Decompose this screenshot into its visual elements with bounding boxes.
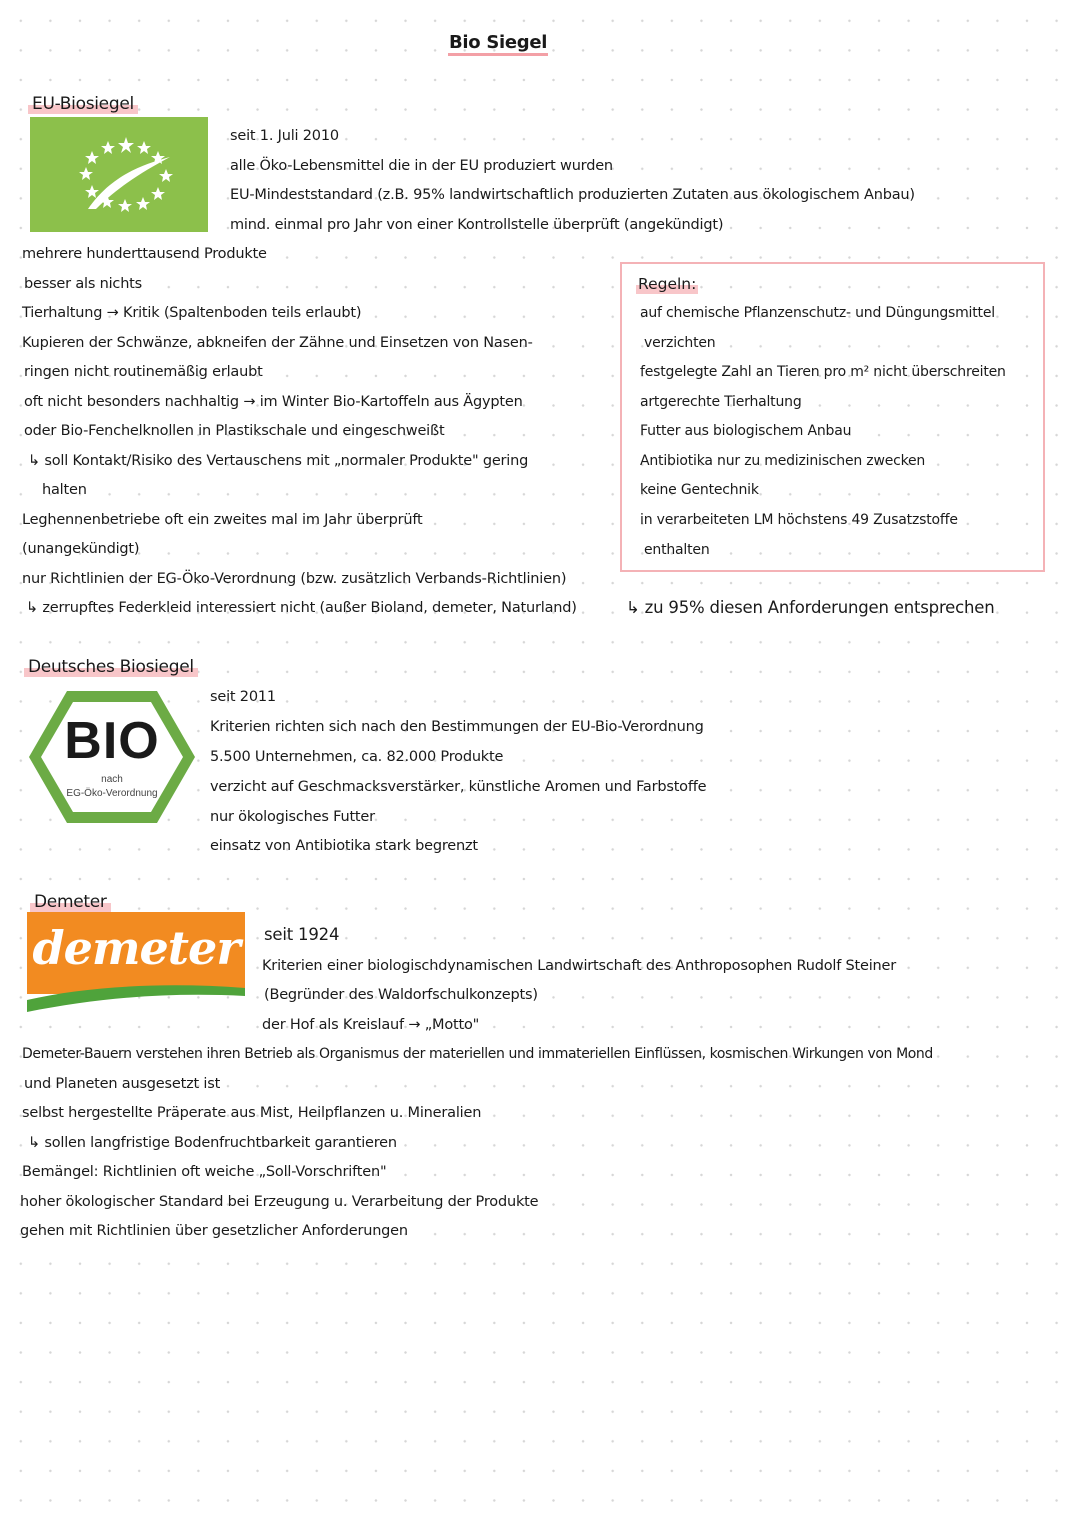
de-heading: Deutsches Biosiegel (24, 657, 198, 677)
bio-logo-sub: nach (101, 774, 123, 785)
demeter-note: Bemängel: Richtlinien oft weiche „Soll-Vorschriften" (22, 1164, 387, 1180)
rules-heading: Regeln: (638, 275, 697, 293)
rule-item: artgerechte Tierhaltung (640, 394, 802, 410)
demeter-note: und Planeten ausgesetzt ist (24, 1076, 221, 1092)
de-point: einsatz von Antibiotika stark begrenzt (210, 838, 478, 854)
demeter-point: seit 1924 (264, 925, 340, 944)
eu-note: ↳ zerrupftes Federkleid interessiert nicht (außer Bioland, demeter, Naturland) (26, 600, 577, 616)
de-point: 5.500 Unternehmen, ca. 82.000 Produkte (210, 749, 504, 765)
bio-siegel-logo (27, 687, 197, 827)
eu-note: Kupieren der Schwänze, abkneifen der Zähne und Einsetzen von Nasen- (22, 335, 533, 351)
demeter-note: ↳ sollen langfristige Bodenfruchtbarkeit garantieren (28, 1135, 397, 1151)
demeter-note: hoher ökologischer Standard bei Erzeugung u. Verarbeitung der Produkte (20, 1194, 539, 1210)
eu-note: mehrere hunderttausend Produkte (22, 246, 267, 262)
bio-logo-text: BIO (64, 712, 160, 770)
eu-leaf-stars-icon (30, 117, 208, 232)
demeter-heading: Demeter (30, 892, 111, 912)
rule-item: in verarbeiteten LM höchstens 49 Zusatzstoffe (640, 512, 958, 528)
demeter-swoosh-icon (27, 982, 245, 1014)
demeter-logo-text: demeter (32, 921, 240, 975)
eu-note: nur Richtlinien der EG-Öko-Verordnung (bzw. zusätzlich Verbands-Richtlinien) (22, 571, 567, 587)
eu-note: oft nicht besonders nachhaltig → im Winter Bio-Kartoffeln aus Ägypten (24, 394, 523, 410)
eu-organic-logo (30, 117, 208, 232)
demeter-point: Kriterien einer biologischdynamischen Landwirtschaft des Anthroposophen Rudolf Steiner (262, 958, 897, 974)
rule-item: festgelegte Zahl an Tieren pro m² nicht überschreiten (640, 364, 1006, 380)
page-title: Bio Siegel (448, 33, 548, 56)
demeter-note: Demeter-Bauern verstehen ihren Betrieb als Organismus der materiellen und immateriellen Einflüssen, kosmischen Wirkungen von Mond (22, 1046, 933, 1062)
demeter-logo (27, 912, 245, 1014)
eu-note: Tierhaltung → Kritik (Spaltenboden teils erlaubt) (22, 305, 362, 321)
rule-item: Antibiotika nur zu medizinischen zwecken (640, 453, 926, 469)
rule-item: Futter aus biologischem Anbau (640, 423, 852, 439)
de-point: verzicht auf Geschmacksverstärker, künstliche Aromen und Farbstoffe (210, 779, 707, 795)
eu-intro-line: EU-Mindeststandard (z.B. 95% landwirtschaftlich produzierten Zutaten aus ökologischem Anbau) (230, 187, 915, 203)
rule-item: verzichten (644, 335, 716, 351)
bio-logo-sub: EG-Öko-Verordnung (66, 788, 158, 799)
de-point: nur ökologisches Futter (210, 809, 375, 825)
demeter-note: selbst hergestellte Präperate aus Mist, Heilpflanzen u. Mineralien (22, 1105, 482, 1121)
eu-heading: EU-Biosiegel (28, 94, 138, 114)
de-point: Kriterien richten sich nach den Bestimmungen der EU-Bio-Verordnung (210, 719, 704, 735)
de-point: seit 2011 (210, 689, 276, 705)
eu-intro-line: alle Öko-Lebensmittel die in der EU produziert wurden (230, 158, 613, 174)
eu-note: besser als nichts (24, 276, 143, 292)
eu-note: Leghennenbetriebe oft ein zweites mal im Jahr überprüft (22, 512, 423, 528)
demeter-note: gehen mit Richtlinien über gesetzlicher Anforderungen (20, 1223, 408, 1239)
rule-item: keine Gentechnik (640, 482, 759, 498)
demeter-point: der Hof als Kreislauf → „Motto" (262, 1017, 480, 1033)
eu-intro-line: mind. einmal pro Jahr von einer Kontrollstelle überprüft (angekündigt) (230, 217, 724, 233)
eu-note: ↳ soll Kontakt/Risiko des Vertauschens mit „normaler Produkte" gering (28, 453, 529, 469)
rules-footnote: ↳ zu 95% diesen Anforderungen entsprechen (626, 598, 995, 617)
rule-item: auf chemische Pflanzenschutz- und Düngungsmittel (640, 305, 995, 321)
eu-note: halten (42, 482, 87, 498)
eu-note: oder Bio-Fenchelknollen in Plastikschale und eingeschweißt (24, 423, 445, 439)
eu-note: (unangekündigt) (22, 541, 140, 557)
rule-item: enthalten (644, 542, 710, 558)
demeter-point: (Begründer des Waldorfschulkonzepts) (264, 987, 538, 1003)
eu-note: ringen nicht routinemäßig erlaubt (24, 364, 263, 380)
eu-intro-line: seit 1. Juli 2010 (230, 128, 339, 144)
